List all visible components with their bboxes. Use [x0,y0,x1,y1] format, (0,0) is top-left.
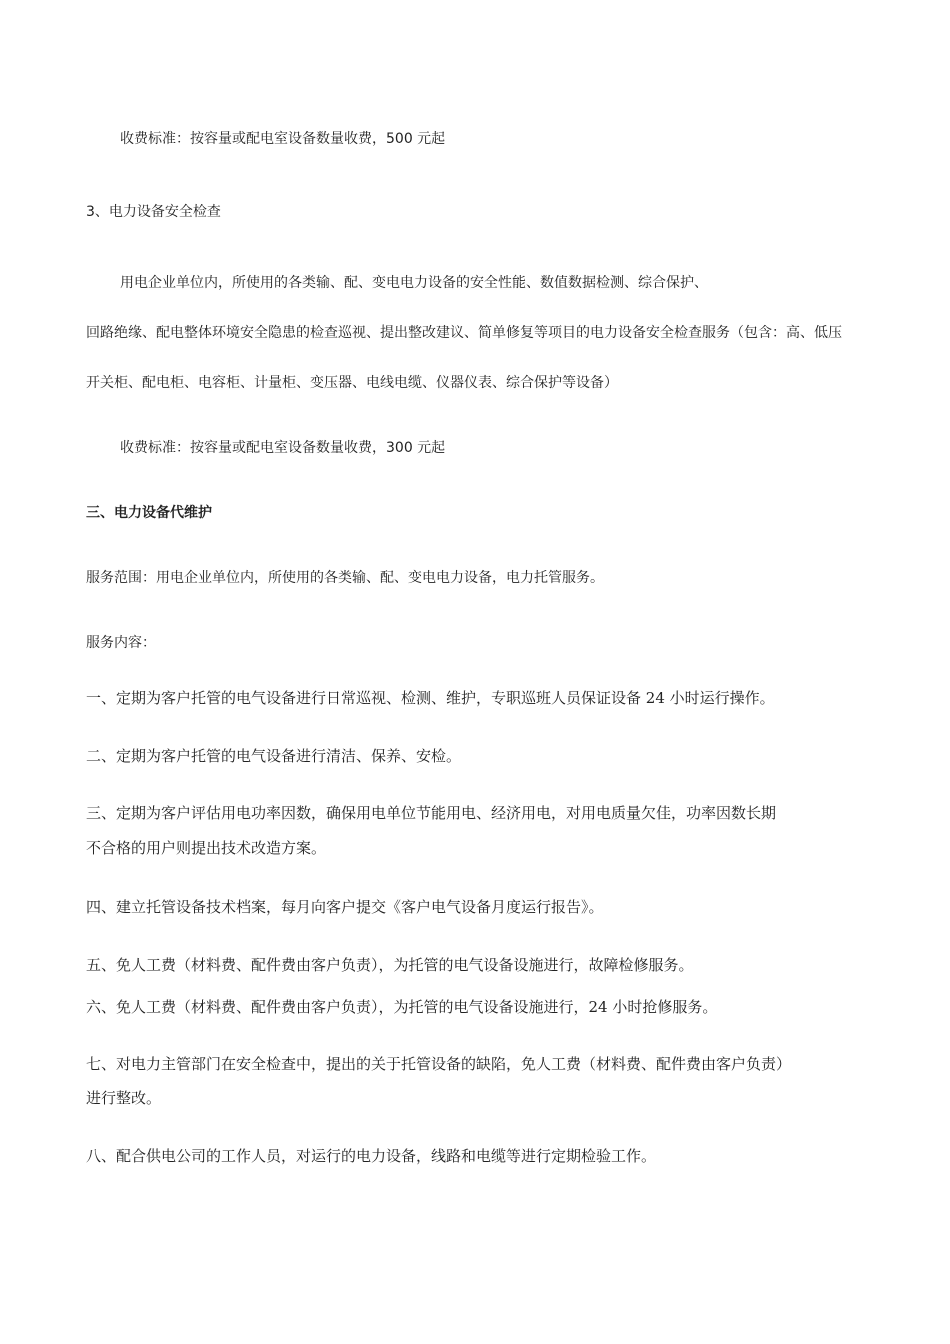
service-item-4: 四、建立托管设备技术档案，每月向客户提交《客户电气设备月度运行报告》。 [86,898,604,916]
section-3-desc-line-1: 用电企业单位内，所使用的各类输、配、变电电力设备的安全性能、数值数据检测、综合保护、 [120,275,708,291]
service-item-1: 一、定期为客户托管的电气设备进行日常巡视、检测、维护，专职巡班人员保证设备 24 小时运行操作。 [86,689,775,707]
service-scope: 服务范围：用电企业单位内，所使用的各类输、配、变电电力设备，电力托管服务。 [86,570,604,586]
service-item-3-line-1: 三、定期为客户评估用电功率因数，确保用电单位节能用电、经济用电，对用电质量欠佳，功率因数长期 [86,804,777,822]
service-item-7-line-2: 进行整改。 [86,1089,162,1107]
fee-standard-500: 收费标准：按容量或配电室设备数量收费，500 元起 [120,131,446,147]
maintenance-heading: 三、电力设备代维护 [86,505,212,521]
service-item-8: 八、配合供电公司的工作人员，对运行的电力设备，线路和电缆等进行定期检验工作。 [86,1147,657,1165]
fee-standard-300: 收费标准：按容量或配电室设备数量收费，300 元起 [120,440,446,456]
service-item-6: 六、免人工费（材料费、配件费由客户负责），为托管的电气设备设施进行，24 小时抢修服务。 [86,998,718,1016]
service-item-3-line-2: 不合格的用户则提出技术改造方案。 [86,839,327,857]
section-3-desc-line-2: 回路绝缘、配电整体环境安全隐患的检查巡视、提出整改建议、简单修复等项目的电力设备安全检查服务（包含：高、低压 [86,325,842,341]
section-3-title: 3、电力设备安全检查 [86,204,221,220]
service-item-5: 五、免人工费（材料费、配件费由客户负责），为托管的电气设备设施进行，故障检修服务。 [86,956,694,974]
service-item-7-line-1: 七、对电力主管部门在安全检查中，提出的关于托管设备的缺陷，免人工费（材料费、配件费由客户负责） [86,1055,792,1073]
service-content-label: 服务内容： [86,635,156,651]
service-item-2: 二、定期为客户托管的电气设备进行清洁、保养、安检。 [86,747,462,765]
section-3-desc-line-3: 开关柜、配电柜、电容柜、计量柜、变压器、电线电缆、仪器仪表、综合保护等设备） [86,375,618,391]
